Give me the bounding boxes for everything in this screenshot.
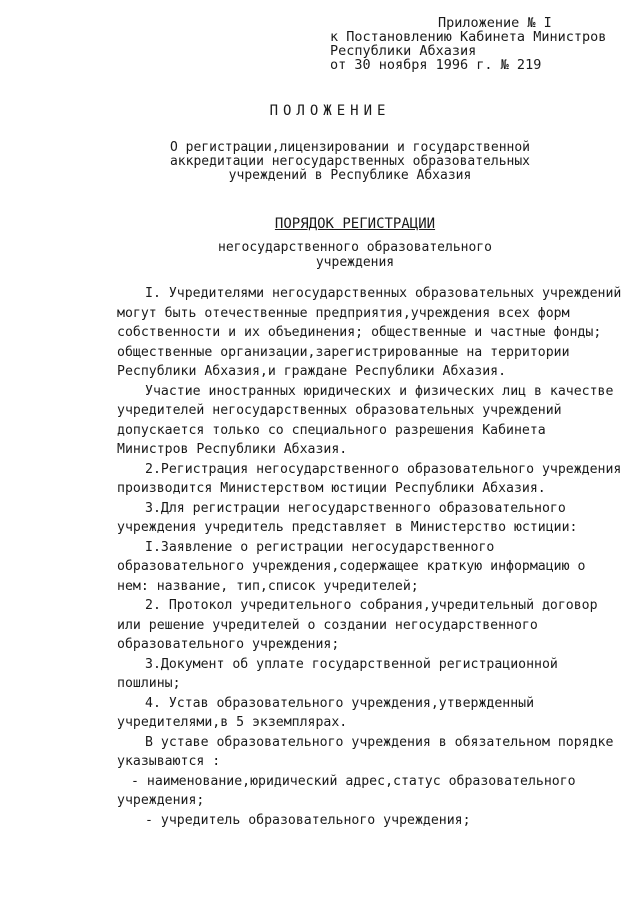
document-body [117,284,630,830]
section-heading: ПОРЯДОК РЕГИСТРАЦИИ [274,216,436,232]
list-item-name-address: - наименование,юридический адрес,статус образовательного учреждения; [117,773,584,808]
paragraph-foreign-participation: Участие иностранных юридических и физических лиц в качестве учредителей негосударственных образовательных учреждений допускается только со специального разрешения Кабинета Министров Республики Абхазия. [117,383,622,457]
paragraph-registration: 2.Регистрация негосударственного образовательного учреждения производится Министерством юстиции Республики Абхазия. [117,461,630,496]
annex-number: Приложение № I [438,15,552,31]
paragraph-documents-intro: 3.Для регистрации негосударственного образовательного учреждения учредитель представляет в Министерство юстиции: [117,500,578,535]
paragraph-charter: 4. Устав образовательного учреждения,утвержденный учредителями,в 5 экземплярах. [117,695,542,730]
subtitle-line: учреждений в Республике Абхазия [228,168,472,183]
subtitle-line: О регистрации,лицензировании и государственной [169,140,531,155]
document-title: ПОЛОЖЕНИЕ [269,103,391,119]
paragraph-founders: I. Учредителями негосударственных образовательных учреждений могут быть отечественные предприятия,учреждения всех форм собственности и их объединения; общественные и частные фонды; общественные организации,зарегистрированные на территории Республики Абхазия,и граждане Республики Абхазия. [117,286,630,379]
paragraph-protocol: 2. Протокол учредительного собрания,учредительный договор или решение учредителей о создании негосударственного образовательного учреждения; [117,598,606,652]
paragraph-fee-document: 3.Документ об уплате государственной регистрационной пошлины; [117,656,566,691]
subtitle-line: аккредитации негосударственных образовательных [169,154,531,169]
paragraph-application: I.Заявление о регистрации негосударственного образовательного учреждения,содержащее краткую информацию о нем: название, тип,список учредителей; [117,539,594,594]
paragraph-charter-contents: В уставе образовательного учреждения в обязательном порядке указываются : [117,734,622,769]
list-item-founder: - учредитель образовательного учреждения; [145,812,471,828]
annex-republic-line: Республики Абхазия [330,43,477,59]
annex-block [330,16,606,72]
document-subtitle [140,141,560,183]
annex-resolution-line: к Постановлению Кабинета Министров [330,29,607,45]
section-subheading-line: негосударственного образовательного [218,240,492,255]
section-heading-block [150,217,560,270]
section-subheading-line: учреждения [315,255,395,270]
annex-date-line: от 30 ноября 1996 г. № 219 [330,57,542,73]
